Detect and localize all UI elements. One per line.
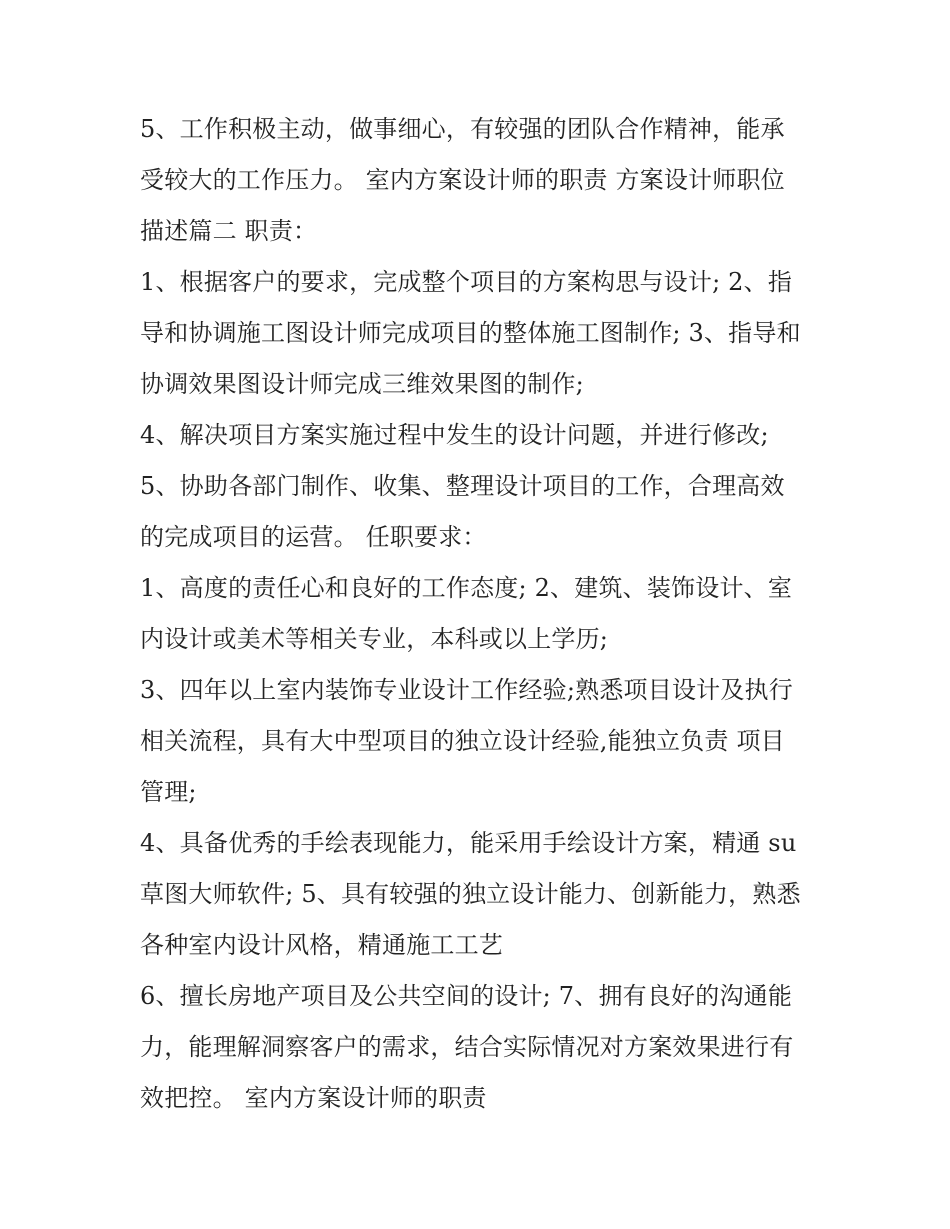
- text-line: 导和协调施工图设计师完成项目的整体施工图制作; 3、指导和: [140, 319, 801, 347]
- text-line: 受较大的工作压力。 室内方案设计师的职责 方案设计师职位: [140, 166, 785, 194]
- text-line: 相关流程，具有大中型项目的独立设计经验,能独立负责 项目: [140, 727, 785, 755]
- text-line: 草图大师软件; 5、具有较强的独立设计能力、创新能力，熟悉: [140, 880, 801, 908]
- text-line: 各种室内设计风格，精通施工工艺: [140, 931, 503, 959]
- text-line: 的完成项目的运营。 任职要求：: [140, 523, 487, 551]
- text-line: 1、高度的责任心和良好的工作态度; 2、建筑、装饰设计、室: [140, 574, 793, 602]
- text-line: 力，能理解洞察客户的需求，结合实际情况对方案效果进行有: [140, 1033, 794, 1061]
- text-line: 4、具备优秀的手绘表现能力，能采用手绘设计方案，精通 su: [140, 829, 797, 857]
- text-line: 5、协助各部门制作、收集、整理设计项目的工作，合理高效: [140, 472, 785, 500]
- text-line: 5、工作积极主动，做事细心，有较强的团队合作精神，能承: [140, 115, 785, 143]
- text-line: 管理;: [140, 778, 197, 806]
- text-line: 协调效果图设计师完成三维效果图的制作;: [140, 370, 584, 398]
- text-line: 4、解决项目方案实施过程中发生的设计问题，并进行修改;: [140, 421, 769, 449]
- text-line: 1、根据客户的要求，完成整个项目的方案构思与设计; 2、指: [140, 268, 793, 296]
- text-line: 6、擅长房地产项目及公共空间的设计; 7、拥有良好的沟通能: [140, 982, 793, 1010]
- text-line: 描述篇二 职责：: [140, 217, 318, 245]
- document-body: [140, 104, 820, 1124]
- text-line: 效把控。 室内方案设计师的职责: [140, 1084, 487, 1112]
- text-line: 内设计或美术等相关专业，本科或以上学历;: [140, 625, 609, 653]
- text-line: 3、四年以上室内装饰专业设计工作经验;熟悉项目设计及执行: [140, 676, 793, 704]
